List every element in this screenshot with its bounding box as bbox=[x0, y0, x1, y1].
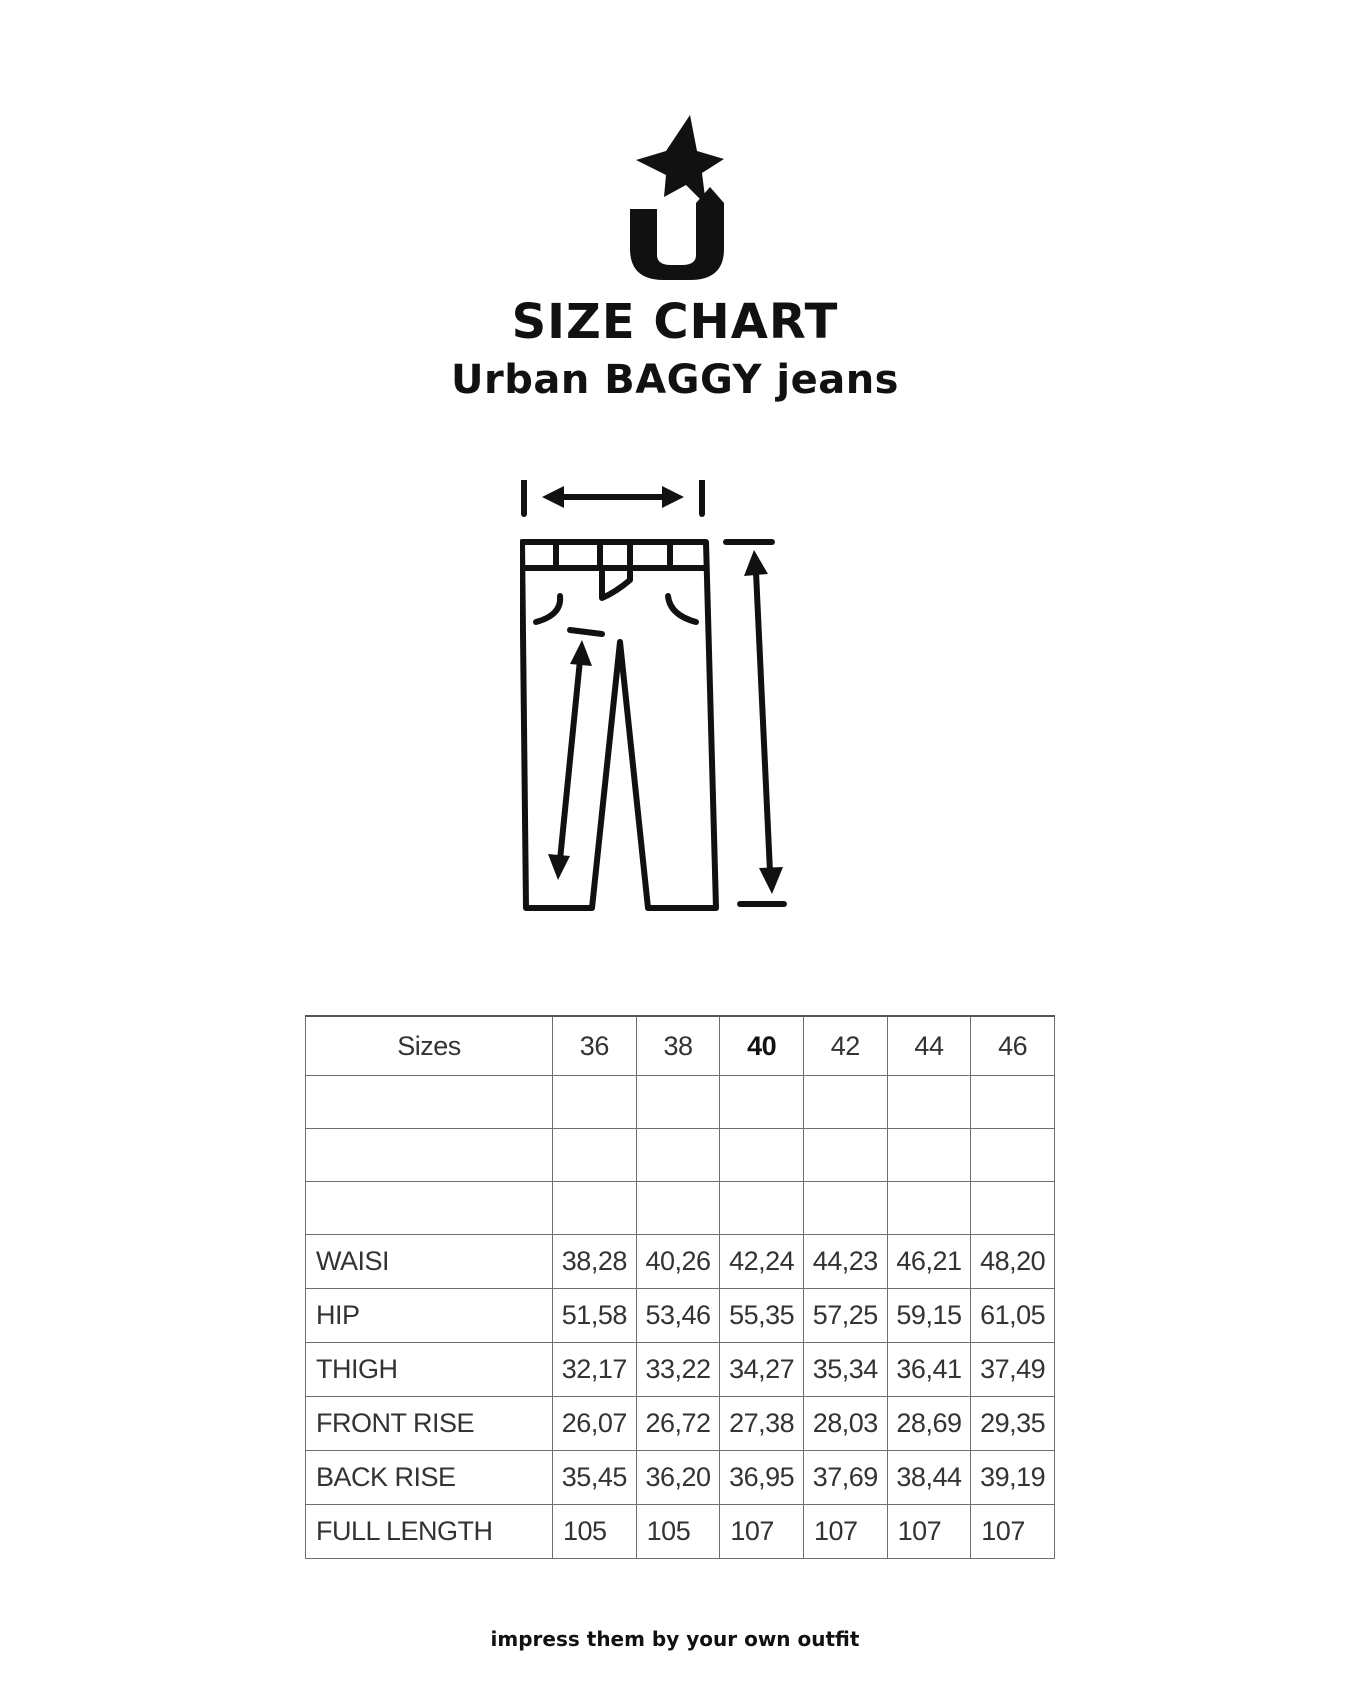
cell-value: 28,03 bbox=[803, 1397, 887, 1451]
empty-cell bbox=[971, 1076, 1055, 1129]
cell-value: 57,25 bbox=[803, 1289, 887, 1343]
size-header: 38 bbox=[636, 1016, 720, 1076]
cell-value: 59,15 bbox=[887, 1289, 971, 1343]
table-row-thigh bbox=[306, 1343, 1055, 1397]
empty-cell bbox=[720, 1129, 804, 1182]
size-header: 42 bbox=[803, 1016, 887, 1076]
row-label: FULL LENGTH bbox=[306, 1505, 553, 1559]
size-header-highlighted: 40 bbox=[720, 1016, 804, 1076]
cell-value: 29,35 bbox=[971, 1397, 1055, 1451]
cell-value: 34,27 bbox=[720, 1343, 804, 1397]
cell-value: 42,24 bbox=[720, 1235, 804, 1289]
cell-value: 26,07 bbox=[553, 1397, 637, 1451]
logo-u bbox=[630, 187, 724, 280]
empty-cell bbox=[803, 1129, 887, 1182]
cell-value: 51,58 bbox=[553, 1289, 637, 1343]
cell-value: 36,95 bbox=[720, 1451, 804, 1505]
cell-value: 48,20 bbox=[971, 1235, 1055, 1289]
empty-cell bbox=[553, 1076, 637, 1129]
cell-value: 39,19 bbox=[971, 1451, 1055, 1505]
waist-arrow bbox=[524, 480, 702, 514]
empty-cell bbox=[971, 1129, 1055, 1182]
cell-value: 40,26 bbox=[636, 1235, 720, 1289]
cell-value: 37,49 bbox=[971, 1343, 1055, 1397]
jeans-measurement-icon bbox=[520, 480, 840, 920]
row-label: WAISI bbox=[306, 1235, 553, 1289]
cell-value: 38,28 bbox=[553, 1235, 637, 1289]
empty-cell bbox=[636, 1129, 720, 1182]
cell-value: 32,17 bbox=[553, 1343, 637, 1397]
cell-value: 61,05 bbox=[971, 1289, 1055, 1343]
size-header: 44 bbox=[887, 1016, 971, 1076]
cell-value: 36,41 bbox=[887, 1343, 971, 1397]
table-row-empty bbox=[306, 1076, 1055, 1129]
empty-cell bbox=[306, 1129, 553, 1182]
outseam-arrow bbox=[726, 542, 784, 904]
row-label: HIP bbox=[306, 1289, 553, 1343]
page-subtitle: Urban BAGGY jeans bbox=[451, 357, 899, 403]
cell-value: 44,23 bbox=[803, 1235, 887, 1289]
empty-cell bbox=[887, 1182, 971, 1235]
cell-value: 107 bbox=[887, 1505, 971, 1559]
cell-value: 46,21 bbox=[887, 1235, 971, 1289]
table-row-waist bbox=[306, 1235, 1055, 1289]
empty-cell bbox=[636, 1076, 720, 1129]
cell-value: 35,34 bbox=[803, 1343, 887, 1397]
row-label: THIGH bbox=[306, 1343, 553, 1397]
empty-cell bbox=[553, 1129, 637, 1182]
size-table bbox=[305, 1015, 1055, 1559]
cell-value: 37,69 bbox=[803, 1451, 887, 1505]
empty-cell bbox=[306, 1182, 553, 1235]
pants-outline bbox=[522, 542, 716, 908]
cell-value: 107 bbox=[971, 1505, 1055, 1559]
cell-value: 105 bbox=[636, 1505, 720, 1559]
table-row-empty bbox=[306, 1182, 1055, 1235]
cell-value: 28,69 bbox=[887, 1397, 971, 1451]
table-row-full-length bbox=[306, 1505, 1055, 1559]
row-label: FRONT RISE bbox=[306, 1397, 553, 1451]
empty-cell bbox=[553, 1182, 637, 1235]
size-header: 46 bbox=[971, 1016, 1055, 1076]
table-row-hip bbox=[306, 1289, 1055, 1343]
empty-cell bbox=[887, 1076, 971, 1129]
cell-value: 107 bbox=[803, 1505, 887, 1559]
cell-value: 33,22 bbox=[636, 1343, 720, 1397]
cell-value: 53,46 bbox=[636, 1289, 720, 1343]
table-row-front-rise bbox=[306, 1397, 1055, 1451]
table-header-row bbox=[306, 1016, 1055, 1076]
cell-value: 35,45 bbox=[553, 1451, 637, 1505]
empty-cell bbox=[803, 1182, 887, 1235]
cell-value: 105 bbox=[553, 1505, 637, 1559]
cell-value: 107 bbox=[720, 1505, 804, 1559]
sizes-header: Sizes bbox=[306, 1016, 553, 1076]
empty-cell bbox=[887, 1129, 971, 1182]
cell-value: 38,44 bbox=[887, 1451, 971, 1505]
star-u-logo-icon bbox=[630, 115, 726, 280]
row-label: BACK RISE bbox=[306, 1451, 553, 1505]
empty-cell bbox=[720, 1182, 804, 1235]
page-title: SIZE CHART bbox=[511, 294, 839, 350]
table-row-back-rise bbox=[306, 1451, 1055, 1505]
table-row-empty bbox=[306, 1129, 1055, 1182]
cell-value: 36,20 bbox=[636, 1451, 720, 1505]
empty-cell bbox=[971, 1182, 1055, 1235]
cell-value: 26,72 bbox=[636, 1397, 720, 1451]
inseam-arrow bbox=[548, 640, 592, 880]
footer-tagline: impress them by your own outfit bbox=[490, 1627, 860, 1651]
size-header: 36 bbox=[553, 1016, 637, 1076]
cell-value: 27,38 bbox=[720, 1397, 804, 1451]
cell-value: 55,35 bbox=[720, 1289, 804, 1343]
empty-cell bbox=[306, 1076, 553, 1129]
empty-cell bbox=[636, 1182, 720, 1235]
empty-cell bbox=[803, 1076, 887, 1129]
empty-cell bbox=[720, 1076, 804, 1129]
